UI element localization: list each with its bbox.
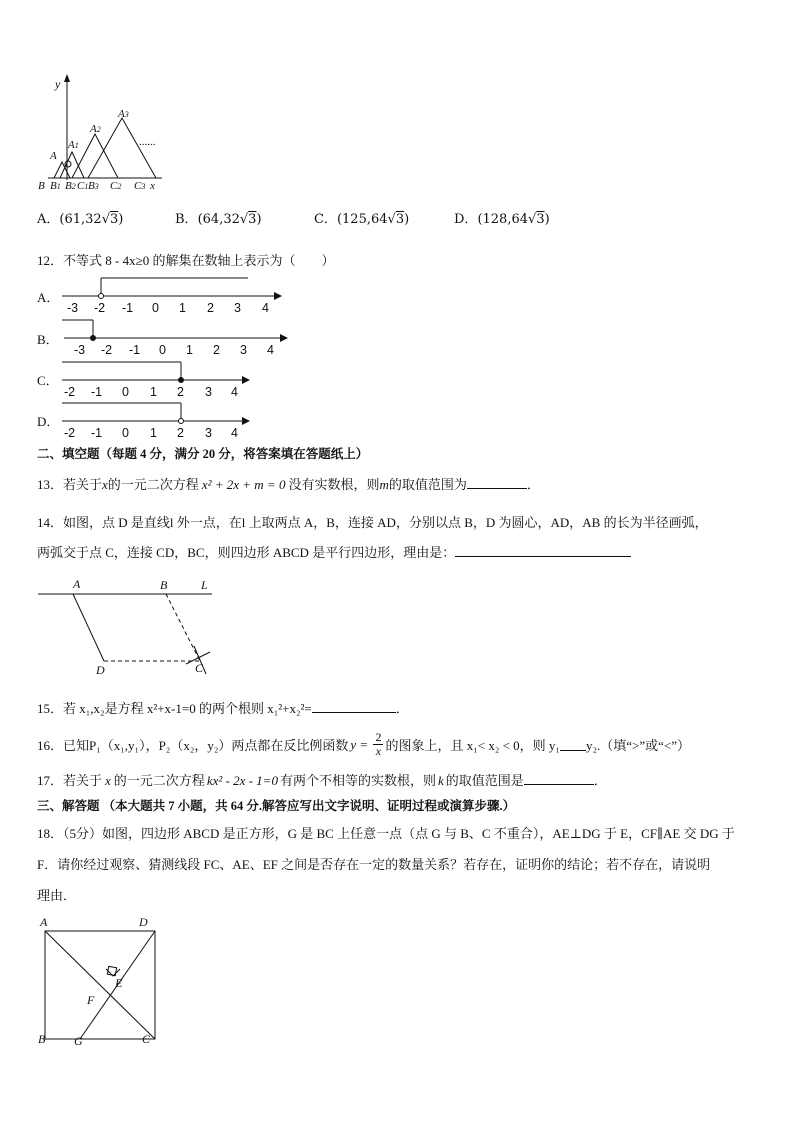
q11-option-a[interactable]: A．(61,32√3) xyxy=(37,212,124,227)
svg-text:1: 1 xyxy=(150,426,157,440)
svg-text:A1: A1 xyxy=(68,139,79,151)
svg-text:C3: C3 xyxy=(134,180,146,192)
q17: 17．若关于 x 的一元二次方程 kx² - 2x - 1=0 有两个不相等的实数根，则 k 的取值范围是 ． xyxy=(37,773,607,788)
q11-triangle-figure xyxy=(34,72,174,194)
sqrt3: √3 xyxy=(101,212,119,227)
q17-answer-blank[interactable] xyxy=(524,772,594,785)
sqrt3: √3 xyxy=(387,212,405,227)
svg-text:-1: -1 xyxy=(91,426,103,440)
sqrt3: √3 xyxy=(239,212,257,227)
svg-text:A3: A3 xyxy=(118,108,129,120)
q16-answer-blank[interactable] xyxy=(560,738,586,751)
svg-text:-2: -2 xyxy=(94,301,106,315)
svg-text:1: 1 xyxy=(186,343,193,357)
q11-option-b[interactable]: B．(64,32√3) xyxy=(175,212,262,227)
svg-text:-1: -1 xyxy=(129,343,141,357)
svg-text:B3: B3 xyxy=(88,180,99,192)
svg-text:......: ...... xyxy=(139,136,156,148)
svg-text:D: D xyxy=(139,915,148,929)
svg-text:F: F xyxy=(87,993,95,1007)
q15: 15．若 x₁,x₂是方程 x²+x-1=0 的两个根则 x₁²+x₂²= ． xyxy=(37,701,409,716)
sqrt3: √3 xyxy=(528,212,545,227)
svg-text:0: 0 xyxy=(159,343,166,357)
q14-answer-blank[interactable] xyxy=(455,544,631,557)
svg-text:y: y xyxy=(55,77,61,91)
q12-option-b-letter[interactable]: B． xyxy=(37,332,59,347)
svg-text:0: 0 xyxy=(152,301,159,315)
tick-labels xyxy=(74,343,274,357)
svg-text:0: 0 xyxy=(122,426,129,440)
svg-text:2: 2 xyxy=(177,385,184,399)
svg-text:C: C xyxy=(142,1032,151,1046)
q12-option-d-numberline xyxy=(58,399,258,443)
q12-option-a-numberline xyxy=(58,274,288,318)
q11-options xyxy=(37,208,577,234)
svg-text:3: 3 xyxy=(205,426,212,440)
svg-text:3: 3 xyxy=(234,301,241,315)
svg-text:-3: -3 xyxy=(74,343,86,357)
q13: 13．若关于x的一元二次方程 x² + 2x + m = 0 没有实数根，则m的取值范围为 ． xyxy=(37,477,540,492)
q12-option-c-numberline xyxy=(58,358,258,402)
svg-text:4: 4 xyxy=(267,343,274,357)
q11-option-d[interactable]: D．(128,64√3) xyxy=(454,212,550,227)
svg-text:C: C xyxy=(195,661,204,675)
svg-text:A: A xyxy=(50,150,57,162)
svg-text:0: 0 xyxy=(122,385,129,399)
svg-text:4: 4 xyxy=(262,301,269,315)
svg-text:1: 1 xyxy=(150,385,157,399)
svg-text:-1: -1 xyxy=(91,385,103,399)
svg-text:A2: A2 xyxy=(90,123,101,135)
svg-text:B: B xyxy=(38,1032,46,1046)
svg-text:4: 4 xyxy=(231,385,238,399)
fraction-2-over-x: $\frac{2}{x}$ xyxy=(375,730,382,758)
q12-option-c-letter[interactable]: C． xyxy=(37,373,59,388)
svg-text:x: x xyxy=(150,180,155,192)
q18-line2: F．请你经过观察、猜测线段 FC、AE、EF 之间是否存在一定的数量关系？若存在，证明你的结论；若不存在，请说明 xyxy=(37,857,711,872)
q15-answer-blank[interactable] xyxy=(312,700,396,713)
svg-text:4: 4 xyxy=(231,426,238,440)
q18-square-figure xyxy=(34,912,164,1048)
q14-line2: 两弧交于点 C，连接 CD，BC，则四边形 ABCD 是平行四边形，理由是： xyxy=(37,542,631,561)
svg-text:-2: -2 xyxy=(64,426,76,440)
section-2-heading: 二、填空题（每题 4 分，满分 20 分，将答案填在答题纸上） xyxy=(37,447,369,461)
q12-option-a-letter[interactable]: A． xyxy=(37,290,60,305)
svg-text:2: 2 xyxy=(177,426,184,440)
q12-stem: 12．不等式 8 - 4x≥0 的解集在数轴上表示为（ ） xyxy=(37,253,335,268)
svg-text:3: 3 xyxy=(205,385,212,399)
q12-option-d-letter[interactable]: D． xyxy=(37,414,60,429)
svg-text:B1: B1 xyxy=(50,180,61,192)
tick-labels xyxy=(64,385,238,399)
svg-text:A: A xyxy=(73,577,81,591)
q14-line1: 14．如图，点 D 是直线l 外一点，在l 上取两点 A，B，连接 AD，分别以点 B，D 为圆心，AD，AB 的长为半径画弧， xyxy=(37,515,708,530)
svg-text:G: G xyxy=(74,1034,83,1048)
svg-text:C1: C1 xyxy=(77,180,89,192)
svg-text:L: L xyxy=(201,578,208,592)
svg-text:A: A xyxy=(40,915,48,929)
svg-text:C2: C2 xyxy=(110,180,122,192)
q14-parallelogram-figure xyxy=(36,574,236,680)
q12-option-b-numberline xyxy=(58,316,294,360)
svg-text:2: 2 xyxy=(213,343,220,357)
svg-text:D: D xyxy=(96,663,105,677)
svg-text:B: B xyxy=(38,180,45,192)
svg-text:-2: -2 xyxy=(101,343,113,357)
q18-line1: 18．（5分）如图，四边形 ABCD 是正方形，G 是 BC 上任意一点（点 G 与 B、C 不重合），AE⊥DG 于 E，CF∥AE 交 DG 于 xyxy=(37,826,735,841)
svg-text:-2: -2 xyxy=(64,385,76,399)
tick-labels xyxy=(64,426,238,440)
q13-answer-blank[interactable] xyxy=(467,476,527,489)
q18-line3: 理由． xyxy=(37,888,77,903)
svg-text:B2: B2 xyxy=(65,180,76,192)
tick-labels xyxy=(67,301,269,315)
svg-text:B: B xyxy=(160,578,168,592)
section-3-heading: 三、解答题 （本大题共 7 小题，共 64 分.解答应写出文字说明、证明过程或演算步骤.） xyxy=(37,799,516,813)
svg-text:-1: -1 xyxy=(122,301,134,315)
q16: 16．已知P₁（x₁,y₁），P₂（x₂，y₂）两点都在反比例函数 y = $\frac{2}{x}$ 的图象上，且 x₁< x₂ < 0，则 y₁ y₂.（填“>”或“<”） xyxy=(37,730,690,758)
svg-text:3: 3 xyxy=(240,343,247,357)
svg-text:-3: -3 xyxy=(67,301,79,315)
q11-option-c[interactable]: C．(125,64√3) xyxy=(314,212,410,227)
svg-text:2: 2 xyxy=(207,301,214,315)
svg-text:E: E xyxy=(115,976,123,990)
svg-text:1: 1 xyxy=(179,301,186,315)
